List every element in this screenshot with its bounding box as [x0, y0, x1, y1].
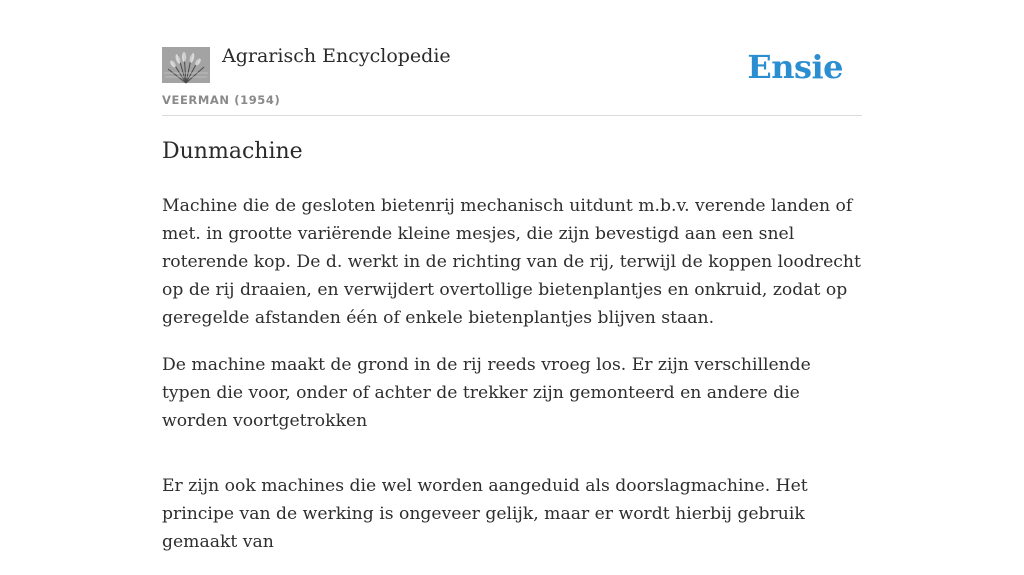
source-title[interactable]: Agrarisch Encyclopedie: [222, 45, 451, 67]
source-header: [162, 0, 862, 116]
article-paragraph: Er zijn ook machines die wel worden aangeduid als doorslagmachine. Het principe van de werking is ongeveer gelijk, maar er wordt hierbij gebruik gemaakt van: [162, 476, 808, 552]
content-column: [162, 0, 862, 552]
ensie-logo[interactable]: Ensie: [747, 48, 843, 86]
source-avatar[interactable]: [162, 47, 210, 83]
article-paragraph: De machine maakt de grond in de rij reeds vroeg los. Er zijn verschillende typen die voor, onder of achter de trekker zijn gemonteerd en andere die worden voortgetrokken: [162, 355, 811, 431]
article-title: Dunmachine: [162, 139, 303, 164]
wheat-engraving-icon: [162, 47, 210, 83]
article-body: [162, 192, 862, 575]
article-paragraph: Machine die de gesloten bietenrij mechanisch uitdunt m.b.v. verende landen of met. in grootte variërende kleine mesjes, die zijn bevestigd aan een snel roterende kop. De d. werkt in de richting van de rij, terwijl de koppen loodrecht op de rij draaien, en verwijdert overtollige bietenplantjes en onkruid, zodat op geregelde afstanden één of enkele bietenplantjes blijven staan.: [162, 196, 861, 328]
source-author-year: VEERMAN (1954): [162, 93, 281, 107]
